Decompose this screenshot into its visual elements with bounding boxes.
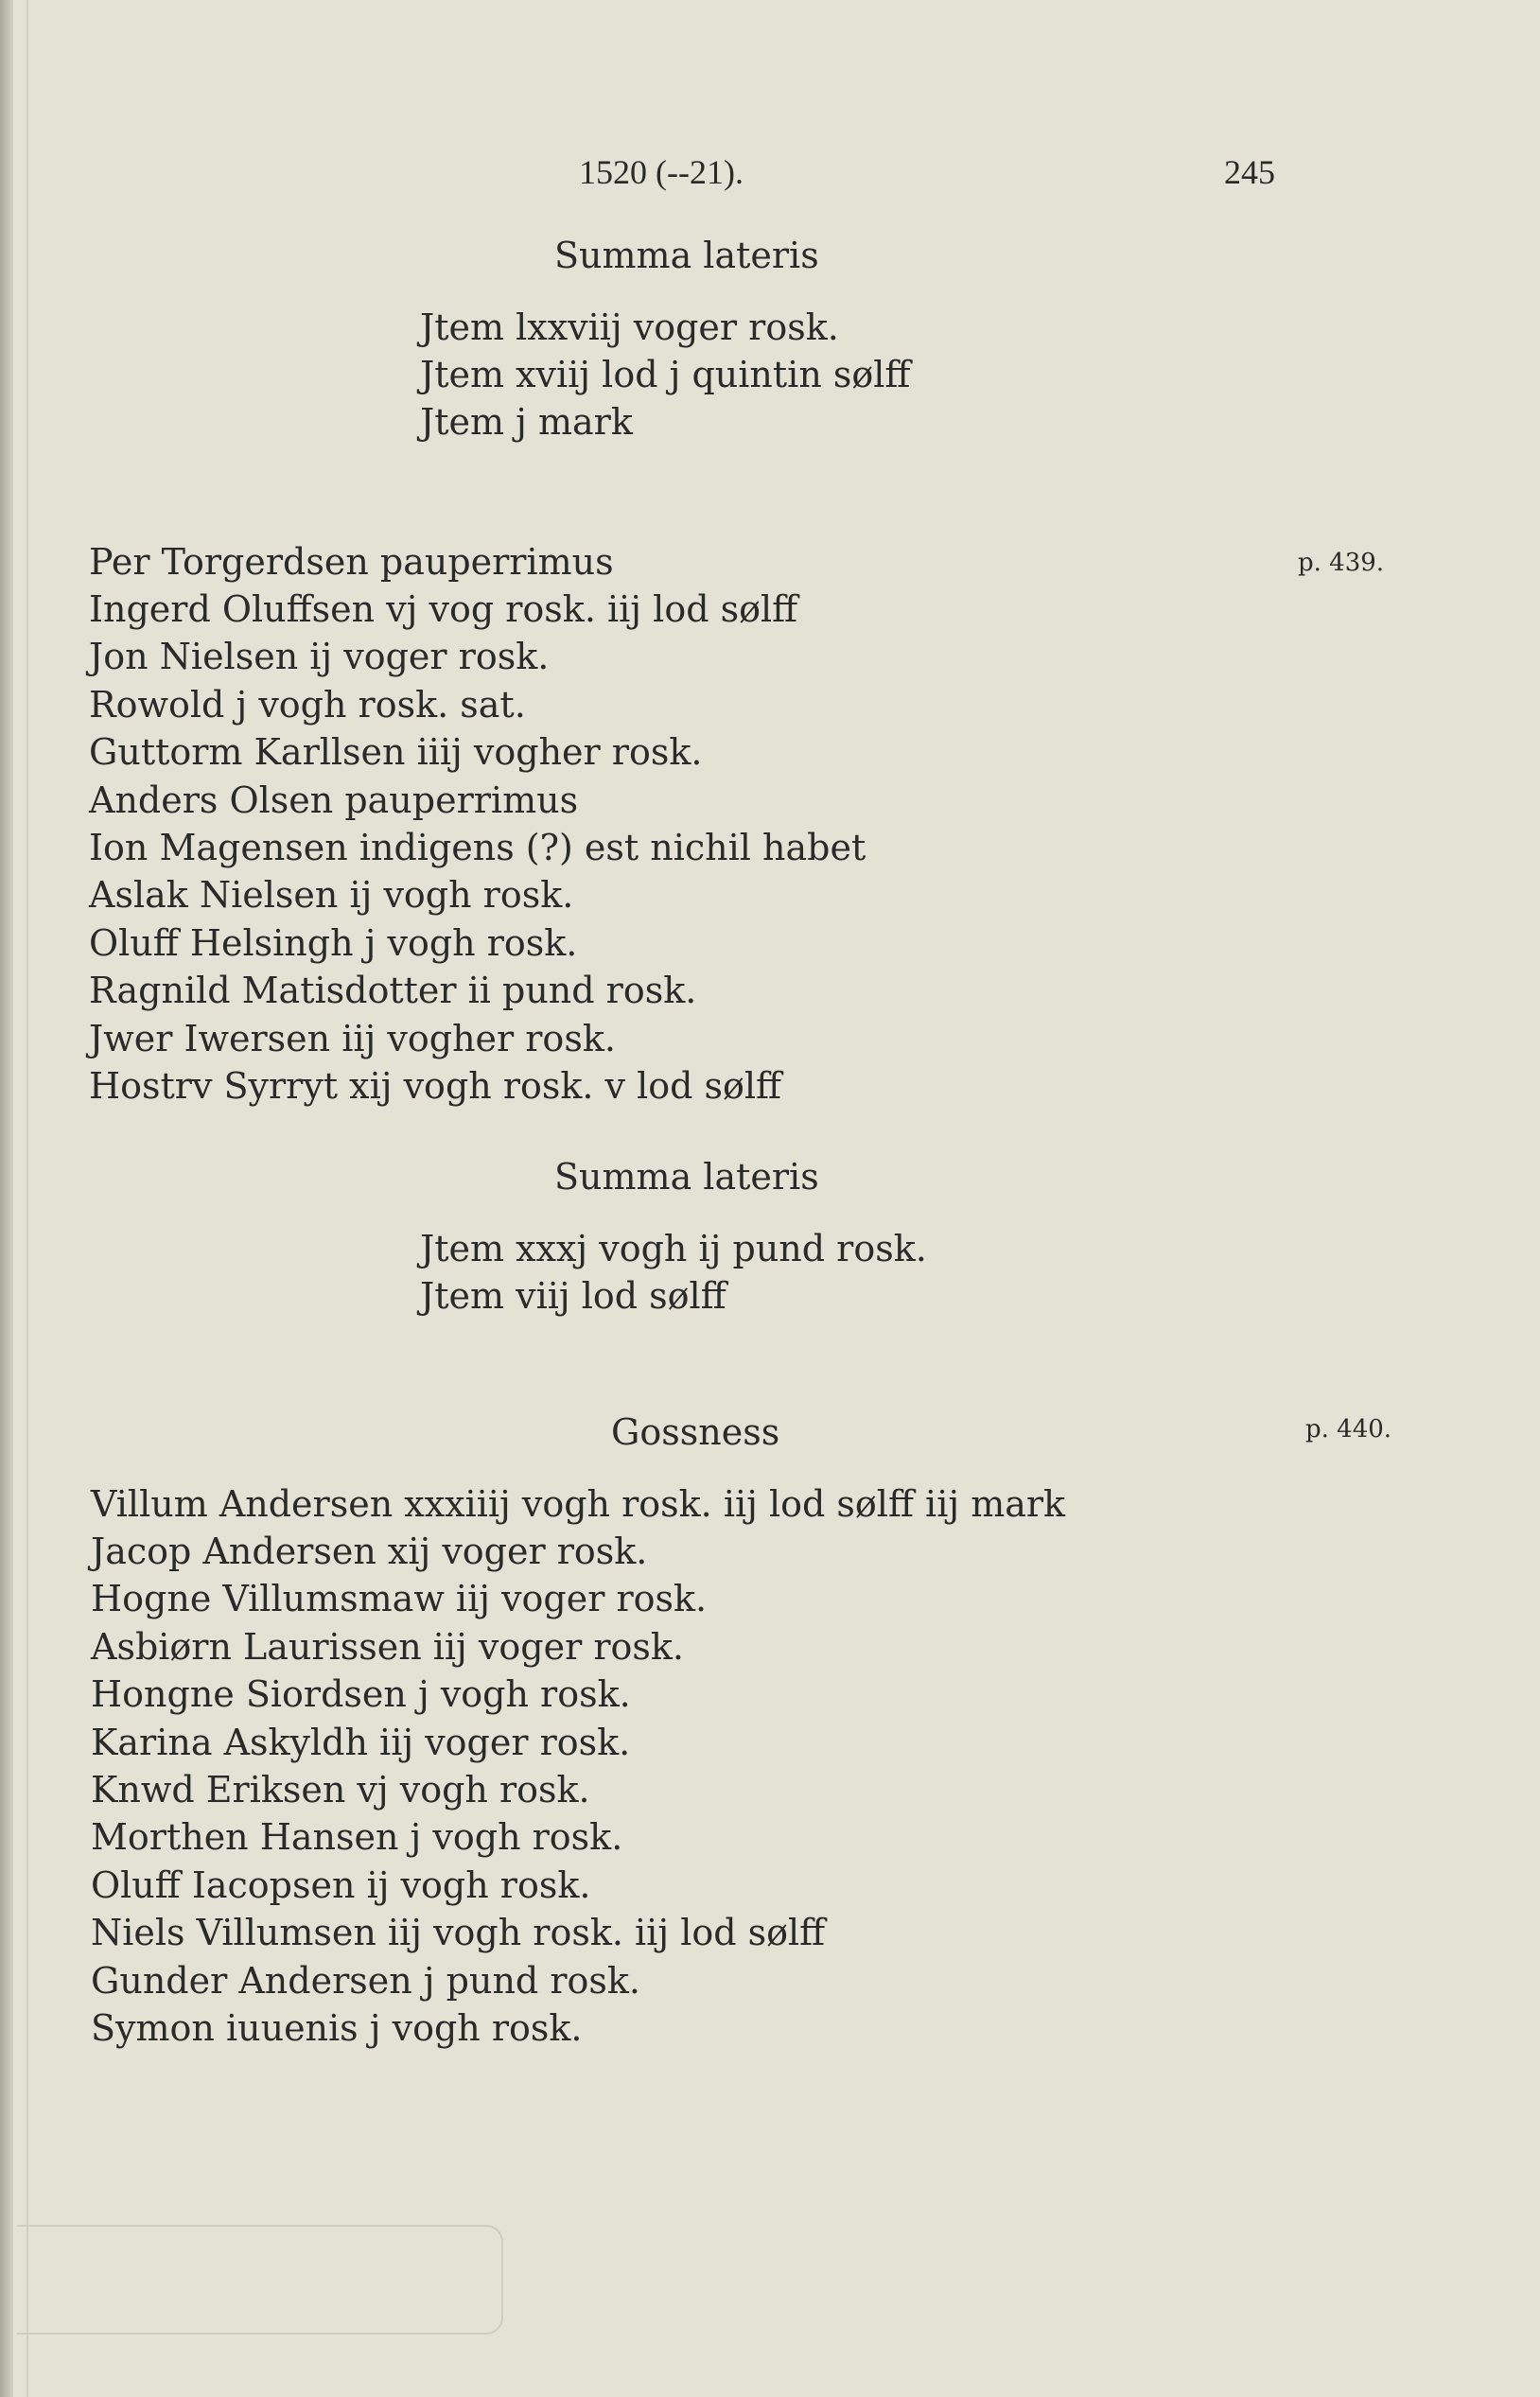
entry-line: Karina Askyldh iij voger rosk. <box>91 1722 631 1763</box>
margin-page-ref: p. 439. <box>1298 549 1385 577</box>
entry-line: Knwd Eriksen vj vogh rosk. <box>91 1769 590 1811</box>
margin-page-ref: p. 440. <box>1305 1415 1392 1443</box>
entry-line: Symon iuuenis j vogh rosk. <box>91 2007 583 2049</box>
total-line: Jtem viij lod sølff <box>420 1275 726 1317</box>
entry-line: Jacop Andersen xij voger rosk. <box>91 1531 648 1572</box>
entry-line: Gunder Andersen j pund rosk. <box>91 1960 640 2002</box>
entry-line: Per Torgerdsen pauperrimus <box>89 541 614 583</box>
entry-line: Anders Olsen pauperrimus <box>89 779 579 821</box>
binding-line <box>26 0 28 2397</box>
total-line: Jtem xviij lod j quintin sølff <box>420 354 911 395</box>
total-line: Jtem lxxviij voger rosk. <box>420 306 839 348</box>
total-line: Jtem xxxj vogh ij pund rosk. <box>420 1228 927 1269</box>
entry-line: Ragnild Matisdotter ii pund rosk. <box>89 970 697 1011</box>
library-stamp-outline <box>17 2225 503 2335</box>
page-edge <box>0 0 13 2397</box>
entry-line: Hongne Siordsen j vogh rosk. <box>91 1673 631 1715</box>
entry-line: Villum Andersen xxxiiij vogh rosk. iij lod sølff iij mark <box>91 1483 1066 1525</box>
entry-line: Morthen Hansen j vogh rosk. <box>91 1816 623 1858</box>
entry-line: Jon Nielsen ij voger rosk. <box>89 636 550 677</box>
page-number: 245 <box>1224 153 1275 191</box>
entry-line: Hostrv Syrryt xij vogh rosk. v lod sølff <box>89 1065 782 1107</box>
section-heading: Gossness <box>611 1411 780 1453</box>
total-line: Jtem j mark <box>420 401 633 443</box>
entry-line: Oluff Iacopsen ij vogh rosk. <box>91 1864 591 1906</box>
entry-line: Oluff Helsingh j vogh rosk. <box>89 922 578 964</box>
entry-line: Aslak Nielsen ij vogh rosk. <box>89 874 574 916</box>
entry-line: Hogne Villumsmaw iij voger rosk. <box>91 1578 708 1619</box>
entry-line: Rowold j vogh rosk. sat. <box>89 684 526 726</box>
entry-line: Guttorm Karllsen iiij vogher rosk. <box>89 731 703 773</box>
entry-line: Asbiørn Laurissen iij voger rosk. <box>91 1626 684 1668</box>
entry-line: Ingerd Oluffsen vj vog rosk. iij lod sølff <box>89 588 798 630</box>
entry-line: Niels Villumsen iij vogh rosk. iij lod sølff <box>91 1912 826 1953</box>
summa-heading: Summa lateris <box>554 1156 819 1198</box>
running-title: 1520 (--21). <box>579 153 744 191</box>
summa-heading: Summa lateris <box>554 235 819 276</box>
entry-line: Jwer Iwersen iij vogher rosk. <box>89 1018 616 1059</box>
entry-line: Ion Magensen indigens (?) est nichil habet <box>89 827 866 868</box>
